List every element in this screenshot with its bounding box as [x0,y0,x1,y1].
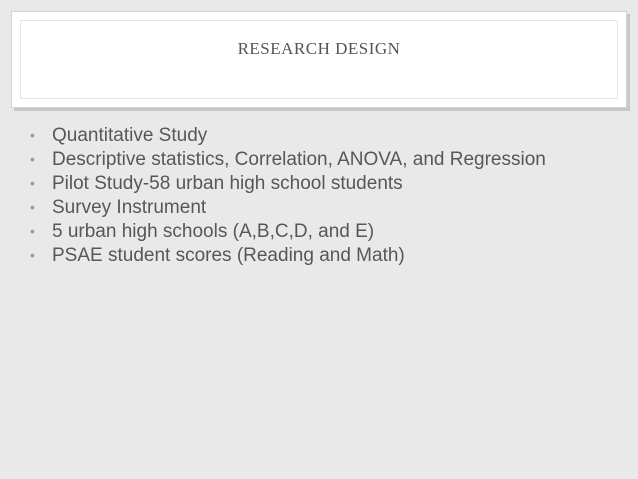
bullet-icon: • [30,151,35,167]
list-item [30,124,590,147]
slide-title: RESEARCH DESIGN [237,39,401,58]
bullet-text: Descriptive statistics, Correlation, ANOVA, and Regression [52,149,546,170]
bullet-text: Pilot Study-58 urban high school students [52,173,403,194]
bullet-text: Survey Instrument [52,197,207,218]
bullet-icon: • [30,175,35,191]
bullet-icon: • [30,247,35,263]
bullet-text: Quantitative Study [52,125,208,146]
bullet-text: 5 urban high schools (A,B,C,D, and E) [52,221,375,242]
list-item [30,244,590,267]
title-inner-frame [20,20,618,99]
list-item [30,172,590,195]
bullet-icon: • [30,199,35,215]
bullet-text: PSAE student scores (Reading and Math) [52,245,405,266]
list-item [30,148,590,171]
bullet-icon: • [30,127,35,143]
bullet-icon: • [30,223,35,239]
list-item [30,196,590,219]
list-item [30,220,590,243]
title-box [11,11,627,108]
bullet-list [30,124,590,268]
